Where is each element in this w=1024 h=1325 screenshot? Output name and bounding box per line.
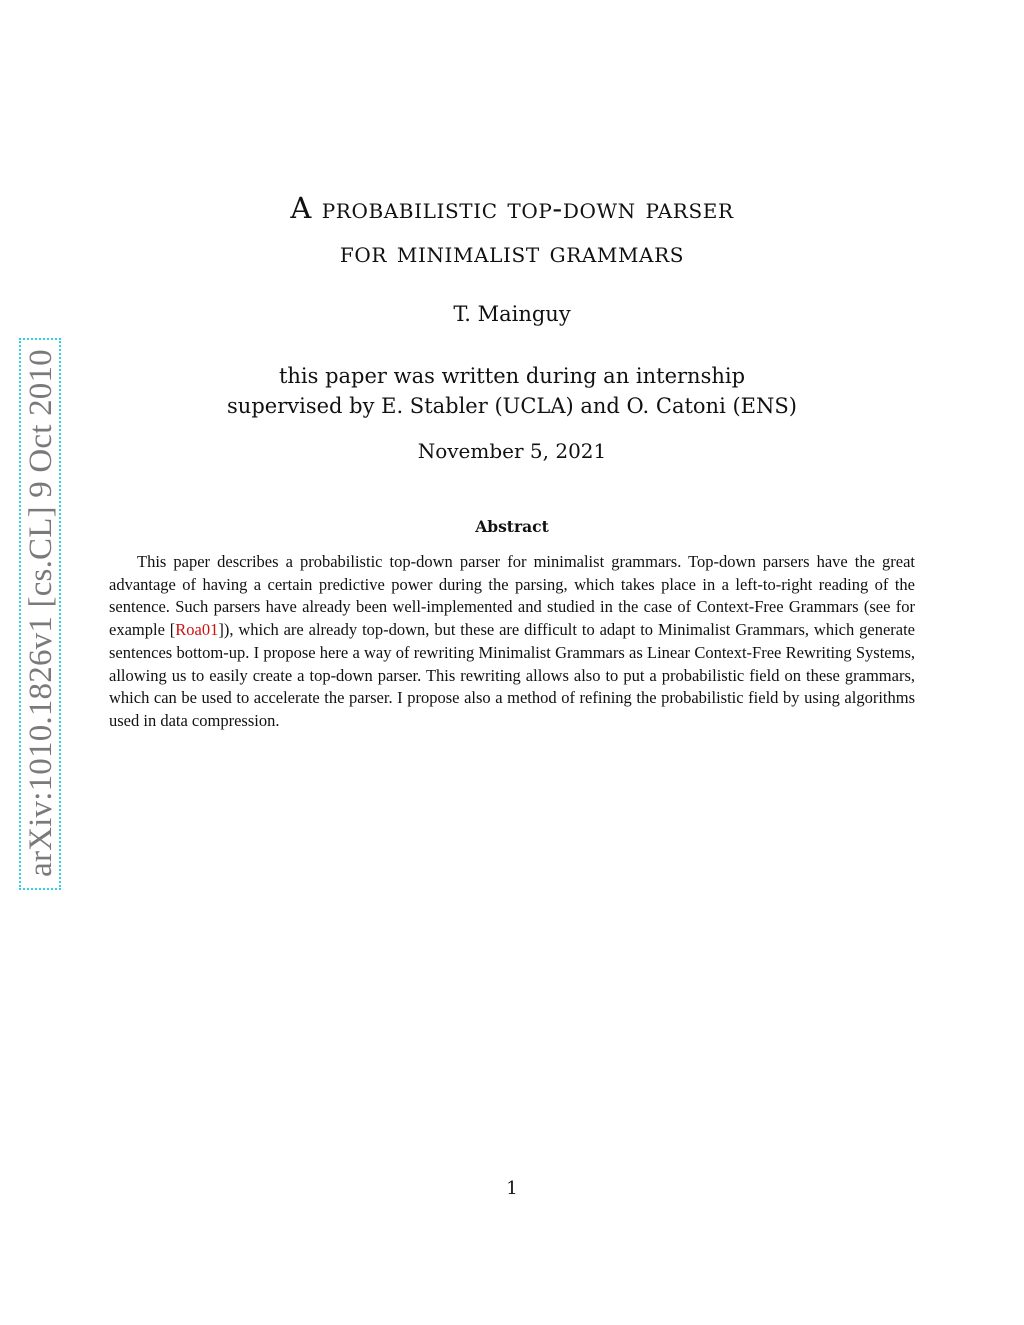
paper-date: November 5, 2021 <box>417 439 607 463</box>
abstract-body <box>109 551 915 733</box>
arxiv-identifier[interactable]: arXiv:1010.1826v1 [cs.CL] 9 Oct 2010 <box>23 349 59 877</box>
abstract-text-part-2: ]), which are already top-down, but these are difficult to adapt to Minimalist Grammars, which generate sentences bottom-up. I propose here a way of rewriting Minimalist Grammars as Linear Context-Free Rewriting Systems, allowing us to easily create a top-down parser. This rewriting allows also to put a probabilistic field on these grammars, which can be used to accelerate the parser. I propose also a method of refining the probabilistic field by using algorithms used in data compression. <box>109 620 915 730</box>
title-line-2: for minimalist grammars <box>339 235 685 269</box>
affiliation-line-2: supervised by E. Stabler (UCLA) and O. Catoni (ENS) <box>227 394 797 418</box>
page-number: 1 <box>506 1178 518 1199</box>
author-affiliation <box>0 361 1024 421</box>
abstract-text-part-1: This paper describes a probabilistic top-down parser for minimalist grammars. Top-down parsers have the great advantage of having a certain predictive power during the parsing, which takes place in a left-to-right reading of the sentence. Such parsers have already been well-implemented and studied in the case of Context-Free Grammars (see for example [ <box>109 552 915 640</box>
paper-title <box>0 186 1024 274</box>
affiliation-line-1: this paper was written during an internship <box>278 364 746 388</box>
abstract-heading: Abstract <box>475 517 549 536</box>
citation-link[interactable]: Roa01 <box>175 620 219 640</box>
title-line-1: A probabilistic top-down parser <box>290 191 734 225</box>
author-name: T. Mainguy <box>453 302 571 326</box>
